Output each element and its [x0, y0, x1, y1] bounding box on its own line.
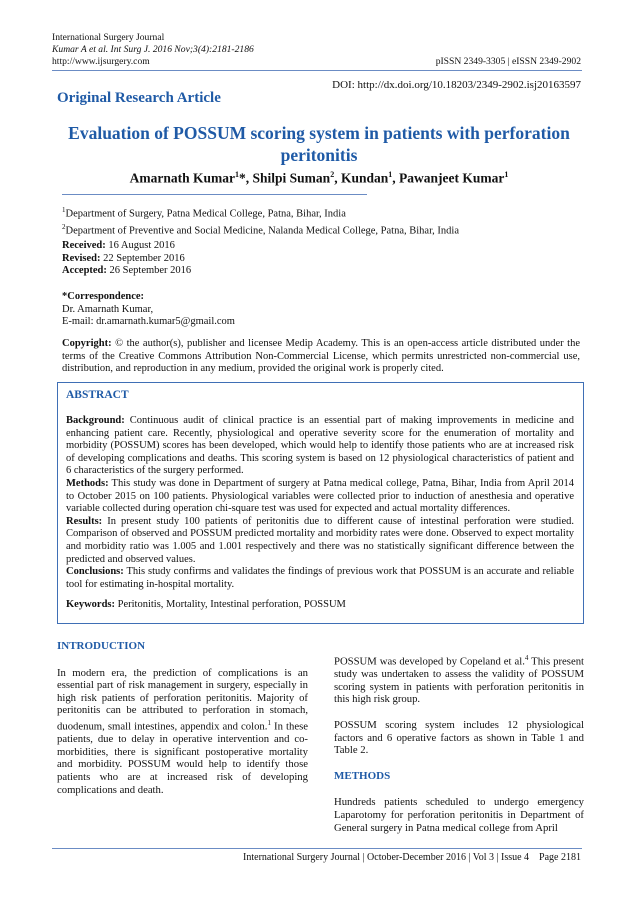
affiliation-sup: 1: [62, 206, 66, 214]
author-affil-sup: 1: [504, 170, 509, 179]
citation-sup: 1: [267, 718, 271, 727]
dates: [62, 240, 191, 278]
paper-title: Evaluation of POSSUM scoring system in patients with perforation peritonitis: [68, 123, 570, 165]
journal-name: International Surgery Journal: [52, 32, 165, 43]
abstract-conclusions: [66, 566, 574, 591]
correspondence: [62, 291, 235, 329]
author-divider: [62, 194, 367, 195]
intro-text-cont: In these patients, due to delay in operative intervention and co-morbidities, there is significant postoperative mortality and morbidity. POSSUM would help to identify those patients who are at increased risk of developing complications and death.: [57, 720, 308, 796]
affiliation: [62, 221, 459, 238]
abstract-methods: [66, 478, 574, 516]
conclusions-label: Conclusions:: [66, 566, 124, 578]
affiliation-text: Department of Surgery, Patna Medical College, Patna, Bihar, India: [65, 208, 346, 220]
abstract-background: [66, 415, 574, 478]
results-text: In present study 100 patients of peritonitis due to different cause of intestinal perforation were studied. Comparison of observed and POSSUM predicted mortality and morbidity rates were done. Observed to expect mortality and morbidity ratio was 1.005 and 1.001 respectively and there was no statistically significant difference between the predicted and observed values.: [66, 515, 574, 565]
revised-label: Revised:: [62, 252, 101, 264]
copyright-notice: [62, 338, 580, 376]
background-label: Background:: [66, 415, 125, 426]
methods-heading: METHODS: [334, 769, 391, 782]
abstract-heading: ABSTRACT: [66, 389, 129, 401]
right-paragraph-2: POSSUM scoring system includes 12 physiological factors and 6 operative factors as shown in Table 1 and Table 2.: [334, 718, 584, 757]
right-paragraph-1: [334, 652, 584, 706]
affiliation-text: Department of Preventive and Social Medicine, Nalanda Medical College, Patna, Bihar, India: [65, 225, 459, 236]
revised-date: 22 September 2016: [103, 252, 185, 264]
background-text: Continuous audit of clinical practice is an essential part of making improvements in medicine and enhancing patient care. Recently, physiological and operative severity score for the enumeration of mortality and morbidity (POSSUM) scores has been developed, which would help to identify those patients who are at increased risk of developing complications and deaths. This scoring system is based on 12 physiological characteristics of patient and 6 characteristics of the surgery performed.: [66, 415, 574, 477]
article-type: Original Research Article: [57, 90, 221, 106]
methods-text: This study was done in Department of surgery at Patna medical college, Patna, Bihar, India from April 2014 to October 2015 on 100 patients. Physiological variables were collected prior to induction of anesthesia and operative variable collected during operation chi-square test was used for expected and actual mortality differences.: [66, 477, 574, 515]
citation-sup: 4: [524, 654, 529, 662]
received-date: 16 August 2016: [108, 240, 175, 251]
author-sep: ,: [392, 170, 399, 186]
author-list: [60, 170, 578, 187]
accepted-label: Accepted:: [62, 265, 107, 276]
keywords-label: Keywords:: [66, 599, 115, 610]
author-affil-sup: 1: [388, 170, 393, 179]
copyright-label: Copyright:: [62, 338, 112, 349]
copyright-text: © the author(s), publisher and licensee Medip Academy. This is an open-access article distributed under the terms of the Creative Commons Attribution Non-Commercial License, which permits unrestricted non-commercial use, distribution, and reproduction in any medium, provided the original work is properly cited.: [62, 338, 581, 374]
correspondence-name: Dr. Amarnath Kumar,: [62, 303, 154, 315]
doi[interactable]: DOI: http://dx.doi.org/10.18203/2349-2902.isj20163597: [332, 79, 581, 91]
left-column: [57, 640, 308, 809]
right-text-cont: This present study was undertaken to assess the validity of POSSUM scoring system in patients with perforation peritonitis in this high risk group.: [334, 655, 585, 706]
keywords: [66, 599, 574, 610]
received-label: Received:: [62, 240, 106, 251]
correspondence-email[interactable]: E-mail: dr.amarnath.kumar5@gmail.com: [62, 316, 235, 327]
affiliation: [62, 204, 459, 221]
issn: pISSN 2349-3305 | eISSN 2349-2902: [435, 56, 581, 67]
correspondence-label: *Correspondence:: [62, 291, 145, 302]
journal-url[interactable]: http://www.ijsurgery.com: [52, 56, 150, 67]
footer-divider: [52, 848, 582, 849]
keywords-text: Peritonitis, Mortality, Intestinal perforation, POSSUM: [117, 599, 346, 610]
accepted-date: 26 September 2016: [109, 265, 192, 276]
results-label: Results:: [66, 515, 103, 527]
introduction-heading: INTRODUCTION: [57, 640, 146, 652]
affiliations: [62, 204, 459, 237]
header-divider: [52, 70, 582, 71]
page-footer: International Surgery Journal | October-December 2016 | Vol 3 | Issue 4 Page 2181: [243, 852, 581, 863]
methods-label: Methods:: [66, 477, 109, 489]
author-sep: *,: [239, 170, 253, 186]
conclusions-text: This study confirms and validates the findings of previous work that POSSUM is an accurate and reliable tool for estimating in-hospital mortality.: [66, 566, 574, 590]
abstract-results: [66, 516, 574, 566]
author-name: Amarnath Kumar: [129, 170, 236, 186]
author-sep: ,: [334, 170, 341, 186]
author-name: Shilpi Suman: [252, 170, 331, 186]
affiliation-sup: 2: [62, 222, 66, 231]
intro-paragraph: [57, 667, 308, 797]
intro-text: In modern era, the prediction of complications is an essential part of risk management in surgery, especially in high risk patients of perforation peritonitis. Majority of peritonitis can be attributed to perforation in stomach, duodenum, small intestines, appendix and colon.: [57, 666, 308, 733]
right-paragraph-3: Hundreds patients scheduled to undergo emergency Laparotomy for perforation peritonitis in Department of General surgery in Patna medical college from April: [334, 796, 584, 834]
right-column: [334, 652, 584, 847]
citation: Kumar A et al. Int Surg J. 2016 Nov;3(4):2181-2186: [52, 44, 254, 55]
abstract-body: [66, 415, 574, 591]
author-name: Pawanjeet Kumar: [398, 170, 505, 186]
right-text: POSSUM was developed by Copeland et al.: [334, 655, 525, 668]
author-affil-sup: 1: [235, 170, 240, 179]
author-affil-sup: 2: [330, 170, 335, 179]
author-name: Kundan: [340, 170, 389, 186]
